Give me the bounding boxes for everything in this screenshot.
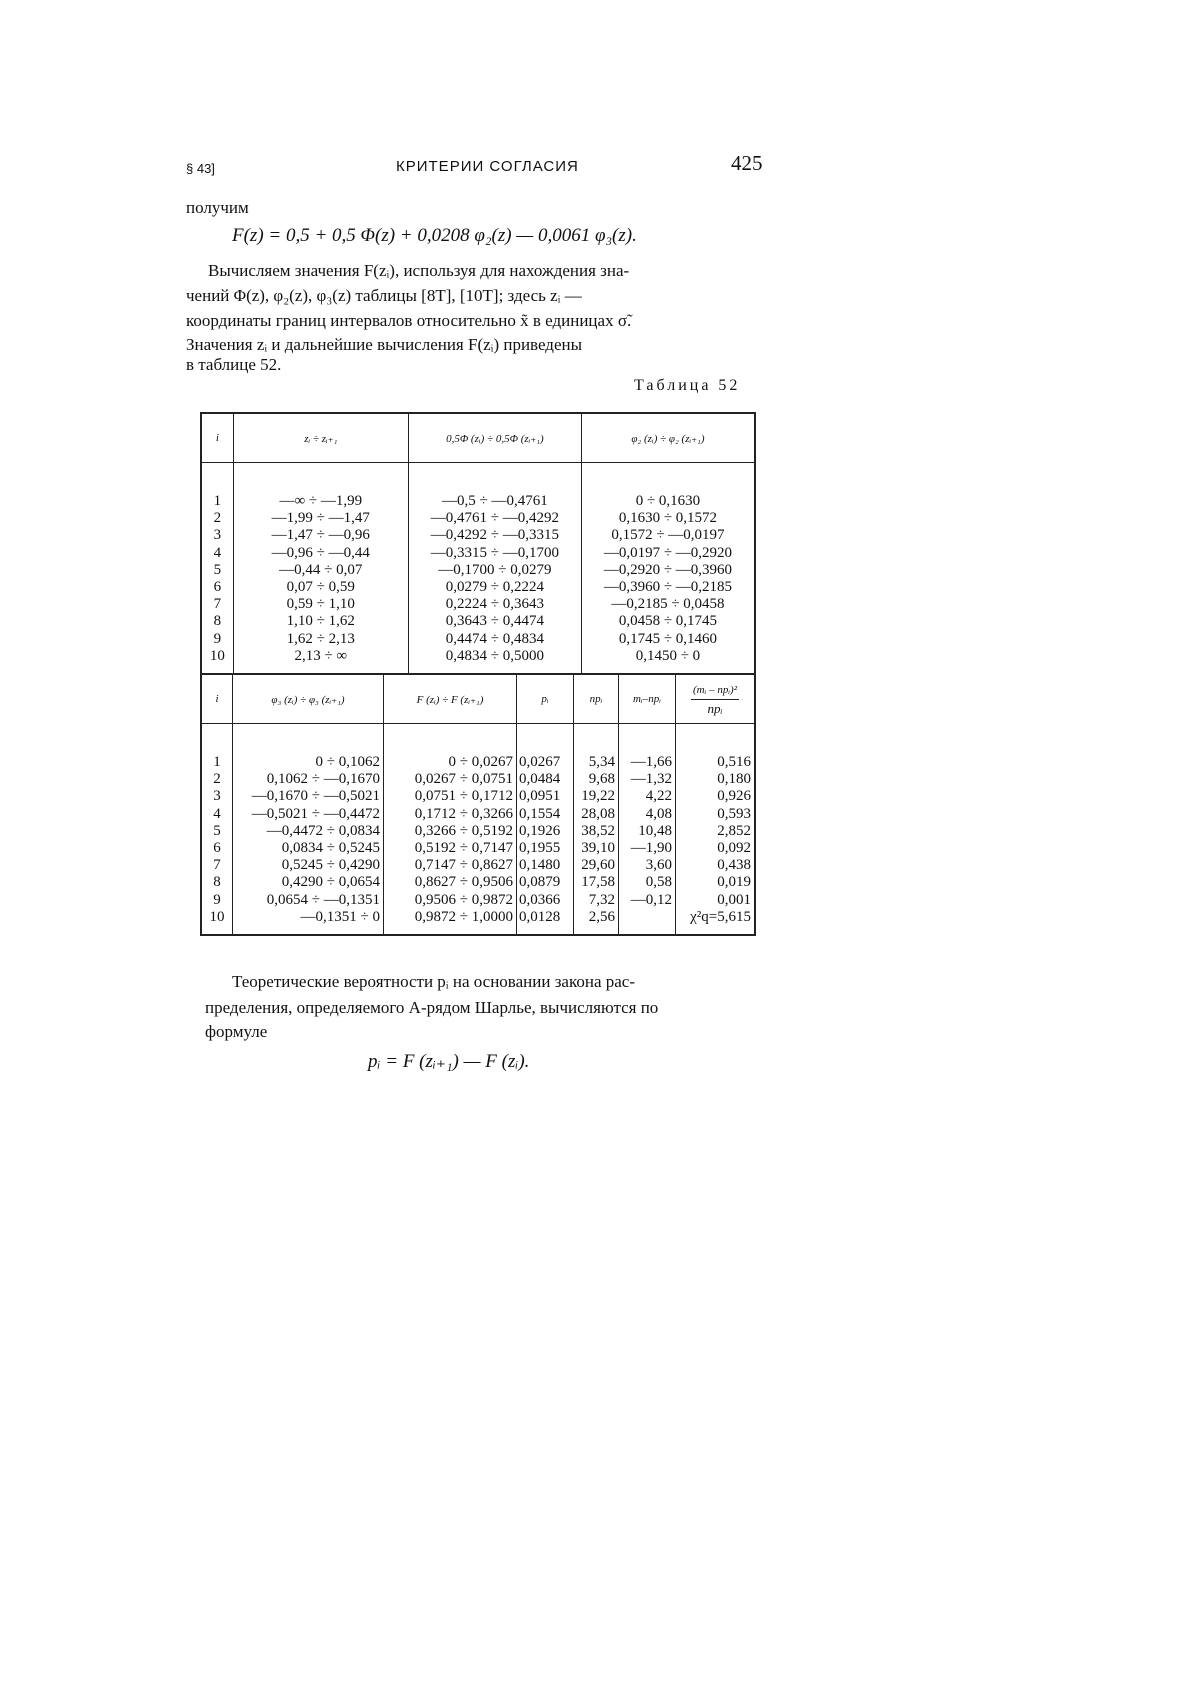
formula-F: F(z) = 0,5 + 0,5 Φ(z) + 0,0208 φ₂(z) — 0,0061 φ₃(z). [232,225,637,246]
intro-word: получим [186,198,249,217]
paragraph-1-line: чений Φ(z), φ₂(z), φ₃(z) таблицы [8T], [10T]; здесь zᵢ — [186,286,582,305]
paragraph-2-line: пределения, определяемого A-рядом Шарлье, вычисляются по [205,998,659,1017]
table-body-row [201,724,755,936]
table-caption: Таблица 52 [634,377,741,394]
paragraph-1-line: в таблице 52. [186,355,282,374]
paragraph-1-line: Значения zᵢ и дальнейшие вычисления F(zᵢ) приведены [186,335,583,354]
paragraph-2-line: Теоретические вероятности pᵢ на основании закона рас- [232,972,635,991]
paragraph-1-line: Вычисляем значения F(zᵢ), используя для нахождения зна- [208,261,630,280]
col-header-phi: 0,5Φ (zᵢ) ÷ 0,5Φ (zᵢ₊₁) [408,413,581,463]
col-diff: —1,66 —1,32 4,22 4,08 10,48 —1,90 3,60 0,58 —0,12 [619,724,676,936]
col-header-p: pᵢ [517,674,574,724]
table-header-row [201,674,755,724]
col-chi: 0,516 0,180 0,926 0,593 2,852 0,092 0,438 0,019 0,001 χ²q=5,615 [676,724,756,936]
col-phi: —0,5 ÷ —0,4761 —0,4761 ÷ —0,4292 —0,4292 ÷ —0,3315 —0,3315 ÷ —0,1700 —0,1700 ÷ 0,0279 0,0279 ÷ 0,2224 0,2224 ÷ 0,3643 0,3643 ÷ 0,4474 0,4474 ÷ 0,4834 0,4834 ÷ 0,5000 [408,463,581,675]
col-p: 0,0267 0,0484 0,0951 0,1554 0,1926 0,1955 0,1480 0,0879 0,0366 0,0128 [517,724,574,936]
col-header-chi [676,674,756,724]
chi-denominator: npᵢ [707,700,723,716]
col-i: 1 2 3 4 5 6 7 8 9 10 [201,724,233,936]
col-header-diff: mᵢ–npᵢ [619,674,676,724]
col-F: 0 ÷ 0,0267 0,0267 ÷ 0,0751 0,0751 ÷ 0,1712 0,1712 ÷ 0,3266 0,3266 ÷ 0,5192 0,5192 ÷ 0,7147 0,7147 ÷ 0,8627 0,8627 ÷ 0,9506 0,9506 ÷ 0,9872 0,9872 ÷ 1,0000 [384,724,517,936]
col-z: —∞ ÷ —1,99 —1,99 ÷ —1,47 —1,47 ÷ —0,96 —0,96 ÷ —0,44 —0,44 ÷ 0,07 0,07 ÷ 0,59 0,59 ÷ 1,10 1,10 ÷ 1,62 1,62 ÷ 2,13 2,13 ÷ ∞ [233,463,408,675]
table-body-row [201,463,755,675]
col-header-np: npᵢ [574,674,619,724]
col-header-i: i [201,674,233,724]
table-header-row [201,413,755,463]
col-header-F: F (zᵢ) ÷ F (zᵢ₊₁) [384,674,517,724]
chi-numerator: (mᵢ – npᵢ)² [691,681,739,700]
col-header-z: zᵢ ÷ zᵢ₊₁ [233,413,408,463]
col-header-phi3: φ₃ (zᵢ) ÷ φ₃ (zᵢ₊₁) [233,674,384,724]
chi-fraction [691,681,739,718]
page-number: 425 [731,151,763,175]
section-number: § 43] [186,161,215,176]
running-title: КРИТЕРИИ СОГЛАСИЯ [396,158,579,175]
col-np: 5,34 9,68 19,22 28,08 38,52 39,10 29,60 17,58 7,32 2,56 [574,724,619,936]
col-phi3: 0 ÷ 0,1062 0,1062 ÷ —0,1670 —0,1670 ÷ —0,5021 —0,5021 ÷ —0,4472 —0,4472 ÷ 0,0834 0,0834 ÷ 0,5245 0,5245 ÷ 0,4290 0,4290 ÷ 0,0654 0,0654 ÷ —0,1351 —0,1351 ÷ 0 [233,724,384,936]
col-phi2: 0 ÷ 0,1630 0,1630 ÷ 0,1572 0,1572 ÷ —0,0197 —0,0197 ÷ —0,2920 —0,2920 ÷ —0,3960 —0,3960 ÷ —0,2185 —0,2185 ÷ 0,0458 0,0458 ÷ 0,1745 0,1745 ÷ 0,1460 0,1450 ÷ 0 [581,463,755,675]
col-header-phi2: φ₂ (zᵢ) ÷ φ₂ (zᵢ₊₁) [581,413,755,463]
table-52-part-1 [200,412,756,675]
paragraph-2-line: формуле [205,1022,268,1041]
col-header-i: i [201,413,233,463]
table-52-part-2 [200,673,756,936]
formula-p: pᵢ = F (zᵢ₊₁) — F (zᵢ). [368,1051,530,1072]
col-i: 1 2 3 4 5 6 7 8 9 10 [201,463,233,675]
paragraph-1-line: координаты границ интервалов относительно x̃ в единицах σ̃. [186,311,632,330]
